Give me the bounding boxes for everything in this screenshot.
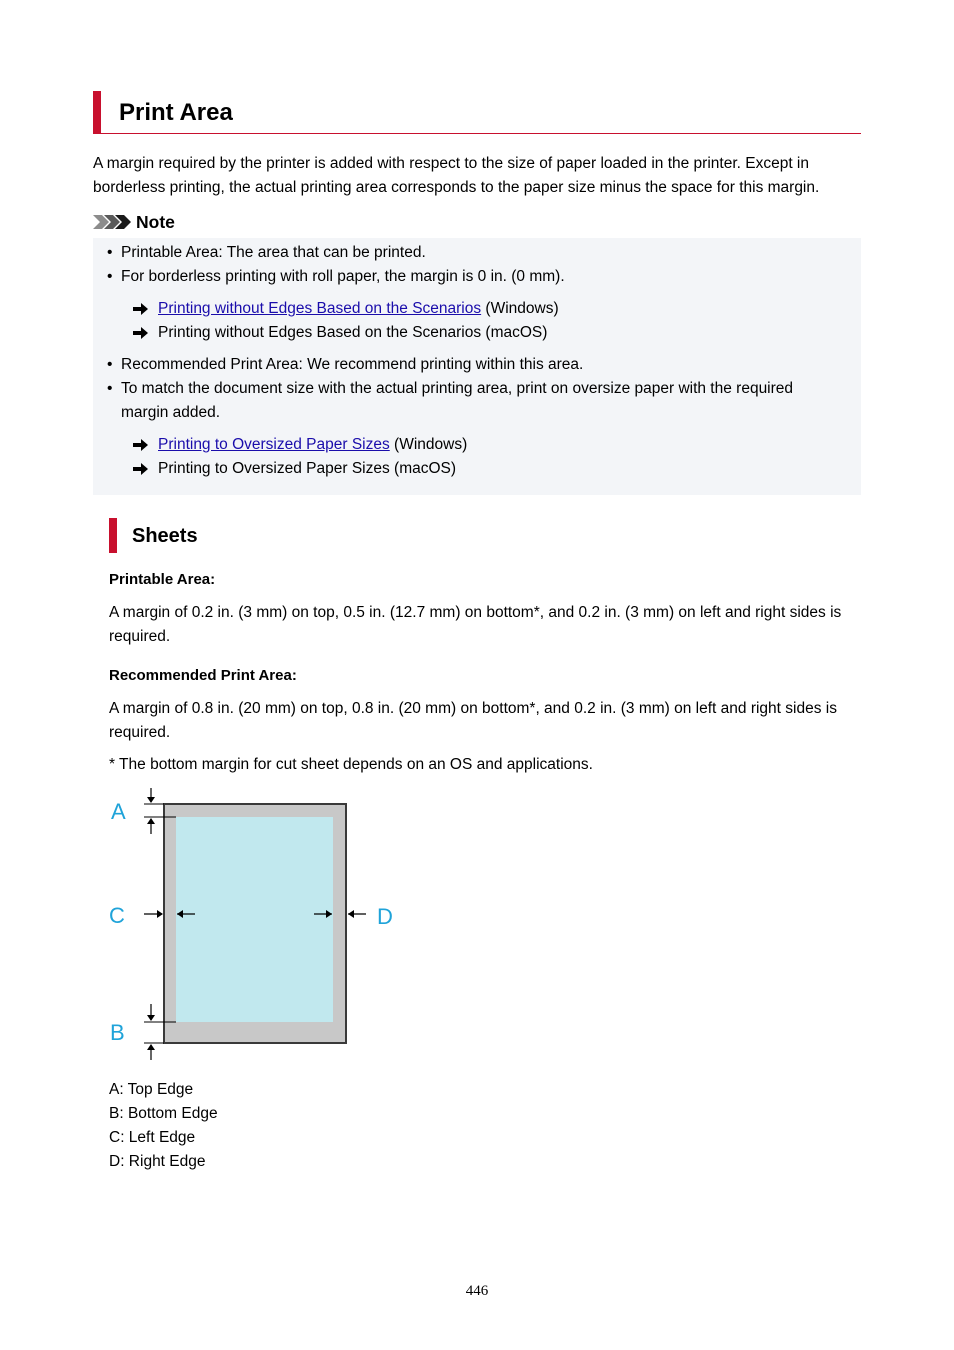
label-a: A	[111, 799, 126, 824]
legend-item: B: Bottom Edge	[109, 1105, 218, 1122]
section-heading-sheets: Sheets	[132, 525, 198, 547]
label-c: C	[109, 903, 125, 928]
printable-area-text: A margin of 0.2 in. (3 mm) on top, 0.5 in. (12.7 mm) on bottom*, and 0.2 in. (3 mm) on left and right sides is required.	[109, 604, 842, 645]
note-box: • Printable Area: The area that can be printed. • For borderless printing with roll paper, the margin is 0 in. (0 mm). Printing without Edges Based on the Scenarios (Windows) Printing without Edges Based on the Scenarios (macOS) • Recommended Print Area: We recommend printing within this area. • To match the document size with the actual printing area, print on oversize paper with the required margin added. Printing to Oversized Paper Sizes (Windows) Printing to Oversized Paper Sizes (macOS)	[93, 238, 861, 495]
printable-area-label: Printable Area:	[109, 571, 216, 588]
page-number: 446	[465, 1283, 489, 1299]
label-b: B	[110, 1020, 125, 1045]
note-chevrons-icon	[93, 212, 133, 232]
printable-region	[176, 817, 333, 1022]
legend-item: D: Right Edge	[109, 1153, 206, 1170]
footnote: * The bottom margin for cut sheet depends on an OS and applications.	[109, 756, 593, 773]
label-d: D	[377, 904, 393, 929]
page-heading	[93, 91, 861, 134]
arrow-right-icon	[133, 327, 149, 339]
recommended-area-text: A margin of 0.8 in. (20 mm) on top, 0.8 in. (20 mm) on bottom*, and 0.2 in. (3 mm) on left and right sides is required.	[109, 700, 837, 741]
intro-paragraph: A margin required by the printer is added with respect to the size of paper loaded in the printer. Except in borderless printing, the actual printing area corresponds to the paper size minus the space for this margin.	[93, 155, 820, 196]
arrow-right-icon	[133, 463, 149, 475]
recommended-area-label: Recommended Print Area:	[109, 667, 297, 684]
legend-item: A: Top Edge	[109, 1081, 194, 1098]
legend-item: C: Left Edge	[109, 1129, 196, 1146]
section-accent-bar	[109, 518, 117, 553]
print-area-diagram	[100, 782, 410, 1067]
note-label: Note	[136, 212, 175, 232]
link-printing-without-edges-windows[interactable]: Printing without Edges Based on the Scenarios	[158, 300, 482, 317]
arrow-right-icon	[133, 439, 149, 451]
page-title: Print Area	[119, 99, 233, 126]
heading-accent-bar	[93, 91, 101, 133]
link-printing-oversized-windows[interactable]: Printing to Oversized Paper Sizes	[158, 436, 390, 453]
arrow-right-icon	[133, 303, 149, 315]
